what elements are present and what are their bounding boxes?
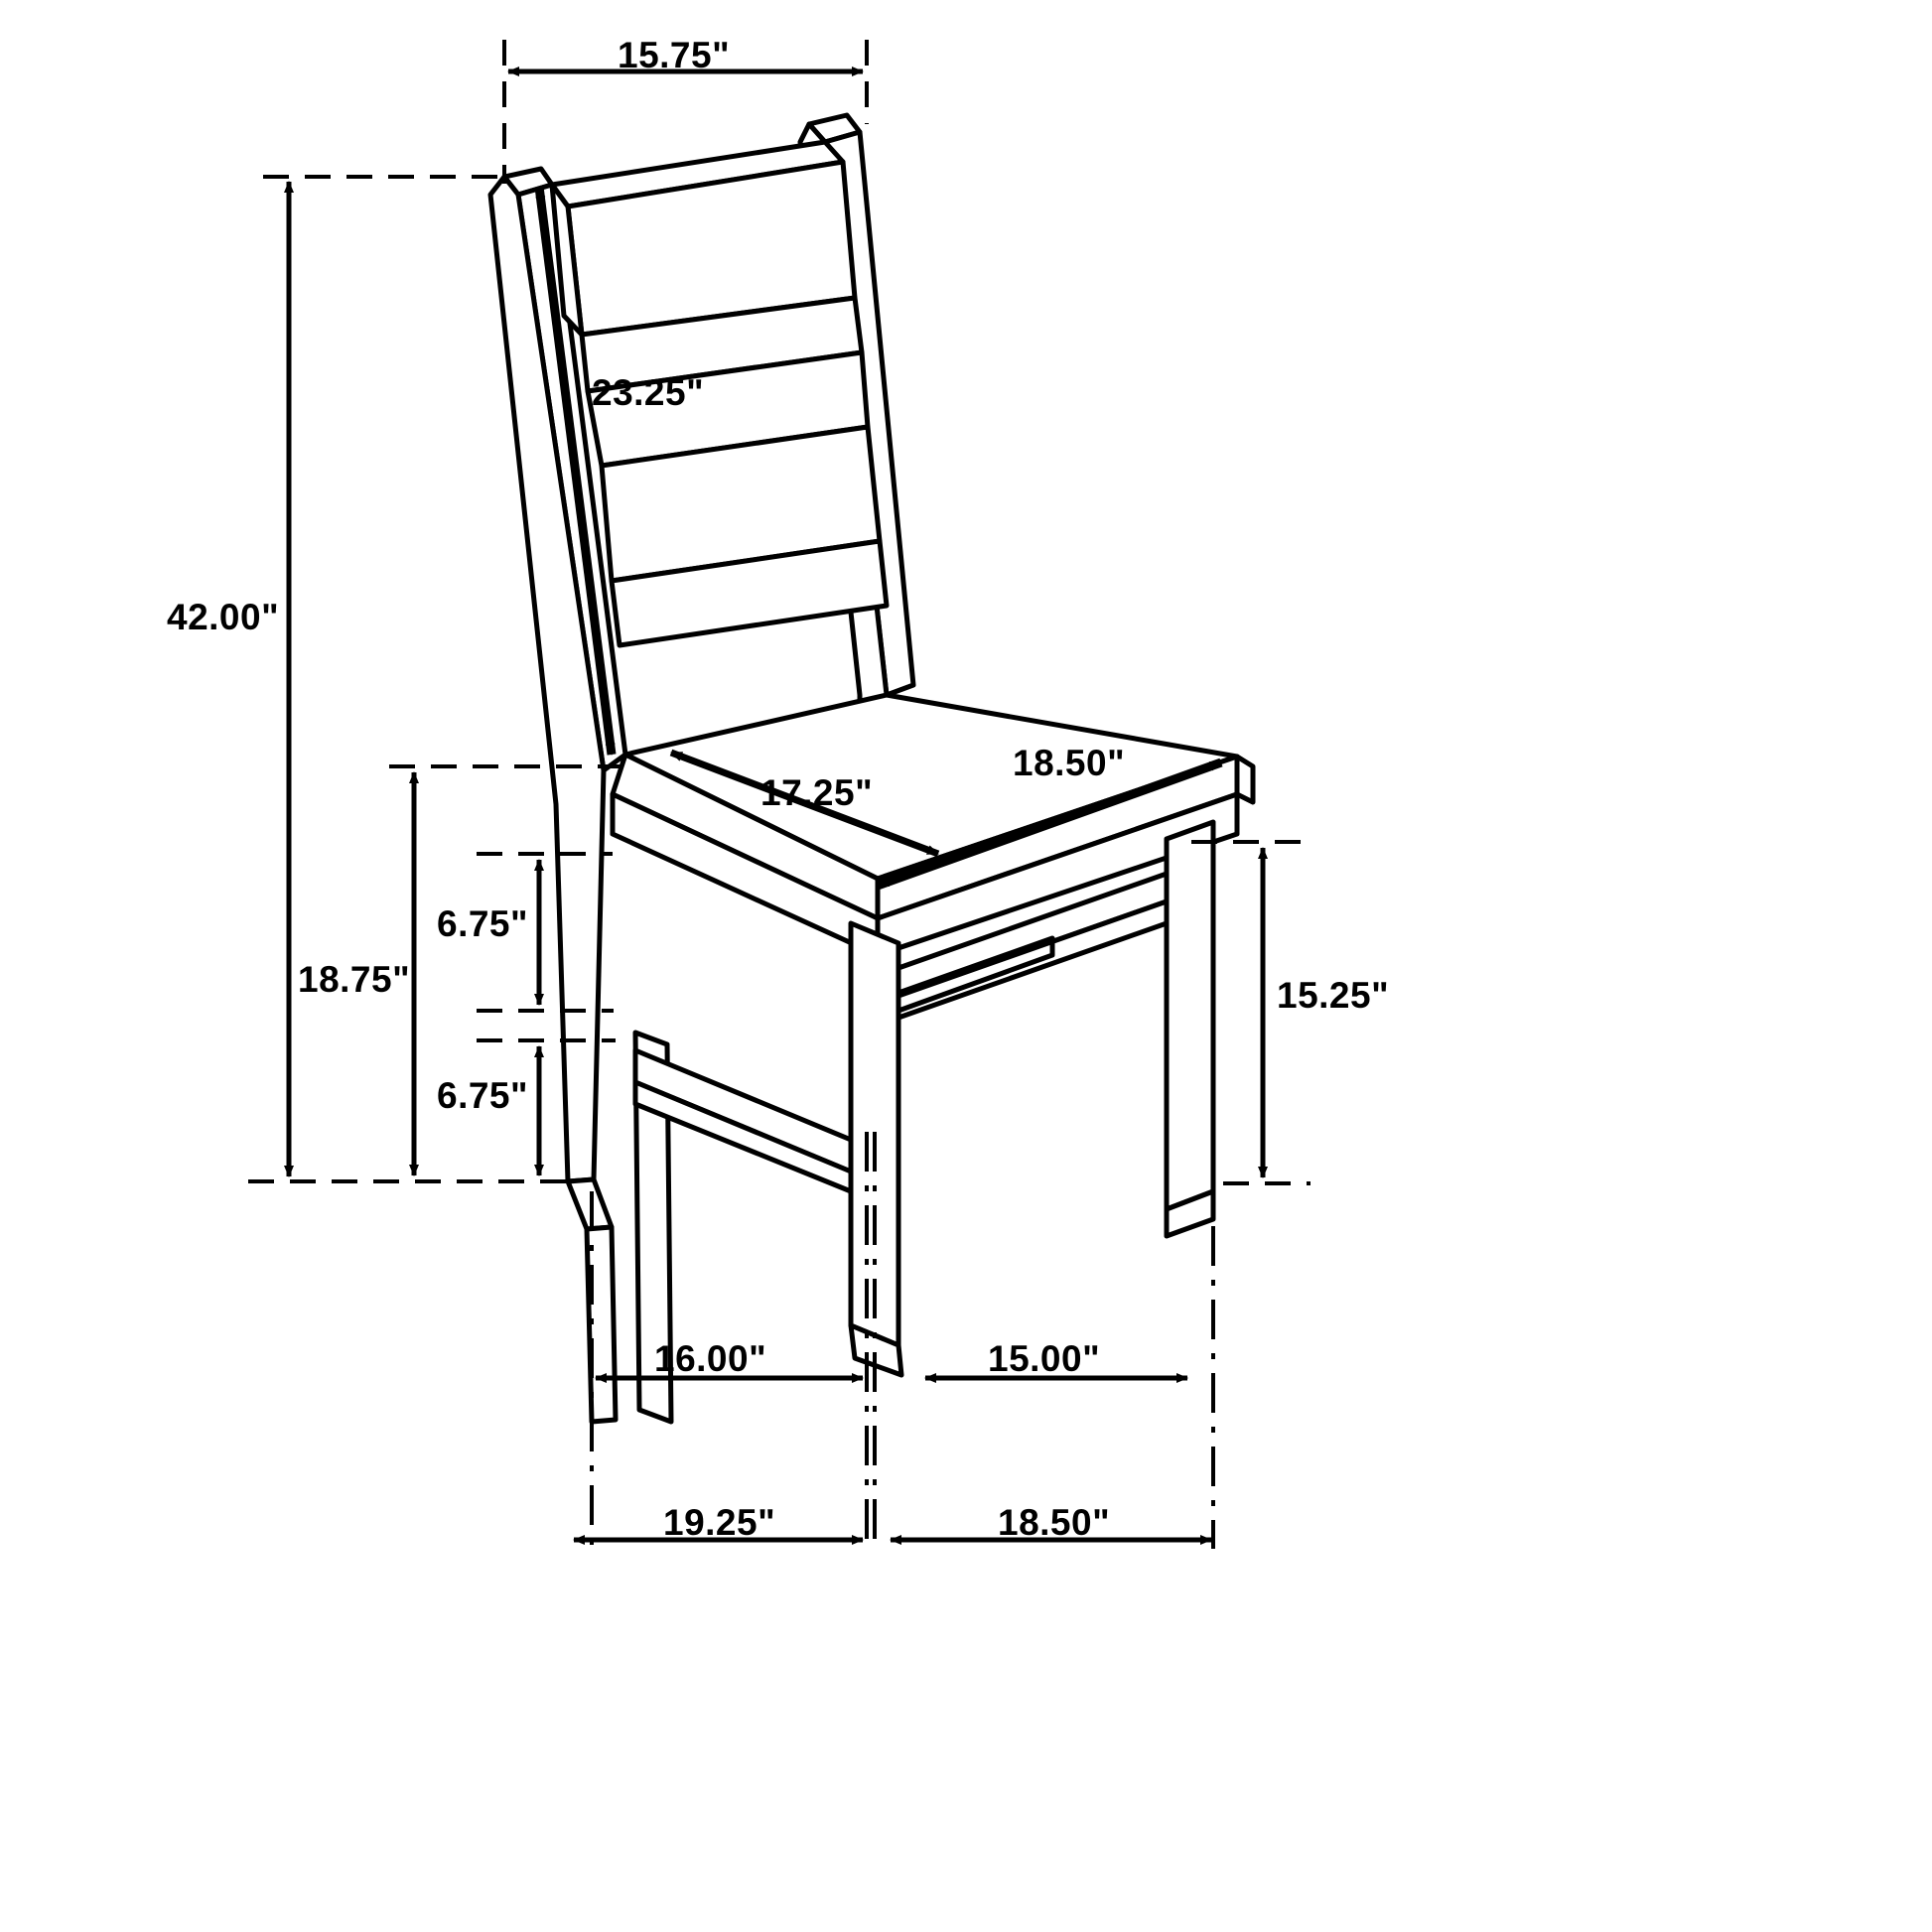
dim-label-lower-stretcher: 6.75" <box>437 1075 529 1116</box>
dim-label-overall-depth: 19.25" <box>663 1502 776 1543</box>
dim-label-overall-height: 42.00" <box>167 597 280 637</box>
dim-label-seat-height: 18.75" <box>298 959 411 1000</box>
dim-label-back-height: 23.25" <box>592 372 705 413</box>
dim-label-seat-width: 18.50" <box>1013 743 1126 783</box>
dim-label-seat-depth: 17.25" <box>760 772 874 813</box>
dim-label-side-seat-height: 15.25" <box>1277 975 1390 1016</box>
dim-label-upper-stretcher: 6.75" <box>437 903 529 944</box>
dim-label-front-leg-spread: 16.00" <box>654 1338 767 1379</box>
dim-label-seat-back-width: 15.75" <box>618 35 731 75</box>
dim-label-overall-width: 18.50" <box>998 1502 1111 1543</box>
dim-label-side-leg-spread: 15.00" <box>988 1338 1101 1379</box>
